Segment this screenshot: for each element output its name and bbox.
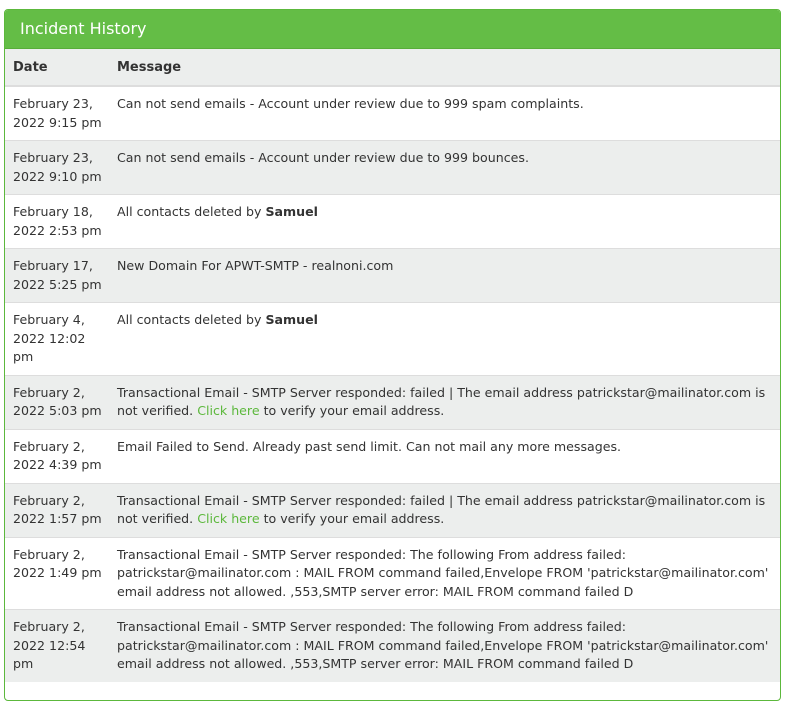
table-row xyxy=(5,303,780,376)
incident-date: February 2, 2022 12:54 pm xyxy=(5,610,109,682)
table-row xyxy=(5,141,780,195)
incident-rows xyxy=(5,86,780,682)
verify-email-link[interactable]: Click here xyxy=(197,403,260,418)
incident-date: February 2, 2022 5:03 pm xyxy=(5,375,109,429)
table-row xyxy=(5,86,780,141)
panel-title: Incident History xyxy=(5,10,780,49)
message-suffix: to verify your email address. xyxy=(259,511,445,526)
user-name: Samuel xyxy=(265,312,318,327)
table-header-row xyxy=(5,49,780,86)
incident-date: February 23, 2022 9:15 pm xyxy=(5,86,109,141)
incident-date: February 4, 2022 12:02 pm xyxy=(5,303,109,376)
message-text: All contacts deleted by xyxy=(117,204,266,219)
table-row xyxy=(5,375,780,429)
incident-message: Email Failed to Send. Already past send limit. Can not mail any more messages. xyxy=(109,429,780,483)
incident-history-panel xyxy=(4,9,781,701)
incident-message: Can not send emails - Account under review due to 999 bounces. xyxy=(109,141,780,195)
table-row xyxy=(5,537,780,610)
incident-date: February 23, 2022 9:10 pm xyxy=(5,141,109,195)
message-suffix: to verify your email address. xyxy=(259,403,445,418)
column-header-date: Date xyxy=(5,49,109,86)
verify-email-link[interactable]: Click here xyxy=(197,511,260,526)
table-row xyxy=(5,483,780,537)
message-text: Transactional Email - SMTP Server responded: failed | The email address patrickstar@mailinator.com is not verified. xyxy=(117,492,766,526)
incident-message xyxy=(109,303,780,376)
incident-date: February 17, 2022 5:25 pm xyxy=(5,249,109,303)
table-row xyxy=(5,610,780,682)
table-row xyxy=(5,249,780,303)
incident-date: February 2, 2022 1:49 pm xyxy=(5,537,109,610)
incident-date: February 2, 2022 1:57 pm xyxy=(5,483,109,537)
table-row xyxy=(5,429,780,483)
column-header-message: Message xyxy=(109,49,780,86)
message-text: Transactional Email - SMTP Server responded: failed | The email address patrickstar@mailinator.com is not verified. xyxy=(117,384,766,418)
message-text: All contacts deleted by xyxy=(117,312,266,327)
incident-message: Transactional Email - SMTP Server responded: The following From address failed: patrickstar@mailinator.com : MAIL FROM command failed,Envelope FROM 'patrickstar@mailinator.com' email address not allowed. ,553,SMTP server error: MAIL FROM command failed D xyxy=(109,537,780,610)
incident-message xyxy=(109,483,780,537)
incident-message: New Domain For APWT-SMTP - realnoni.com xyxy=(109,249,780,303)
incident-message: Transactional Email - SMTP Server responded: The following From address failed: patrickstar@mailinator.com : MAIL FROM command failed,Envelope FROM 'patrickstar@mailinator.com' email address not allowed. ,553,SMTP server error: MAIL FROM command failed D xyxy=(109,610,780,682)
incident-date: February 18, 2022 2:53 pm xyxy=(5,195,109,249)
incident-date: February 2, 2022 4:39 pm xyxy=(5,429,109,483)
table-row xyxy=(5,195,780,249)
incident-message: Can not send emails - Account under review due to 999 spam complaints. xyxy=(109,86,780,141)
incident-message xyxy=(109,375,780,429)
user-name: Samuel xyxy=(265,204,318,219)
incident-table xyxy=(5,49,780,682)
incident-message xyxy=(109,195,780,249)
